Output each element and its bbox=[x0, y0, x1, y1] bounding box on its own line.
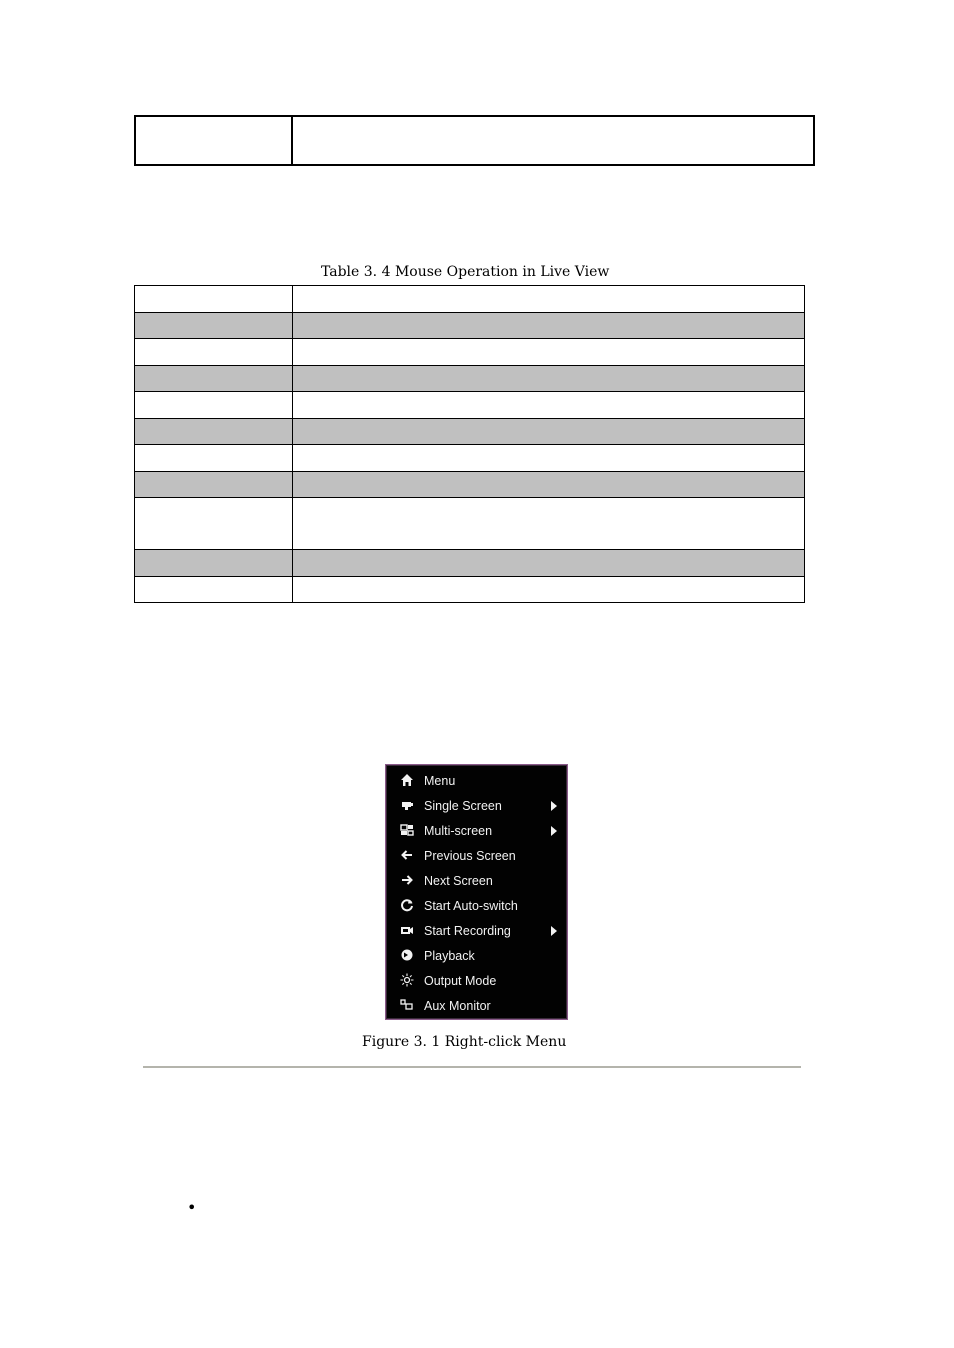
menu-item-label: Start Recording bbox=[424, 924, 511, 938]
previous-table-row bbox=[134, 115, 815, 166]
description-cell bbox=[293, 392, 805, 419]
horizontal-rule bbox=[143, 1066, 801, 1068]
operation-cell bbox=[135, 498, 293, 550]
submenu-arrow-icon bbox=[551, 800, 557, 814]
operation-cell bbox=[135, 339, 293, 366]
menu-item-label: Start Auto-switch bbox=[424, 899, 518, 913]
mouse-operation-table bbox=[134, 285, 805, 603]
table-row bbox=[135, 418, 805, 445]
description-cell bbox=[293, 576, 805, 603]
menu-item-single-screen[interactable] bbox=[386, 793, 567, 818]
description-cell bbox=[293, 286, 805, 313]
table-row bbox=[135, 392, 805, 419]
multi-screen-icon bbox=[400, 823, 414, 837]
menu-item-next-screen[interactable] bbox=[386, 868, 567, 893]
description-cell bbox=[293, 498, 805, 550]
menu-item-playback[interactable] bbox=[386, 943, 567, 968]
description-cell bbox=[293, 418, 805, 445]
description-cell bbox=[293, 471, 805, 498]
menu-item-output-mode[interactable] bbox=[386, 968, 567, 993]
menu-item-start-recording[interactable] bbox=[386, 918, 567, 943]
table-row bbox=[135, 498, 805, 550]
bullet-point: • bbox=[187, 1198, 197, 1217]
table-caption: Table 3. 4 Mouse Operation in Live View bbox=[321, 264, 610, 280]
playback-icon bbox=[400, 948, 414, 962]
operation-cell bbox=[135, 312, 293, 339]
operation-cell bbox=[135, 445, 293, 472]
menu-item-label: Single Screen bbox=[424, 799, 502, 813]
submenu-arrow-icon bbox=[551, 825, 557, 839]
table-row bbox=[135, 471, 805, 498]
table-row bbox=[135, 286, 805, 313]
menu-item-label: Previous Screen bbox=[424, 849, 516, 863]
operation-cell bbox=[135, 471, 293, 498]
refresh-icon bbox=[400, 898, 414, 912]
right-click-menu bbox=[385, 764, 568, 1020]
camera-icon bbox=[400, 798, 414, 812]
menu-item-label: Next Screen bbox=[424, 874, 493, 888]
table-row bbox=[135, 550, 805, 577]
table-row bbox=[135, 445, 805, 472]
menu-item-label: Output Mode bbox=[424, 974, 497, 988]
arrow-right-icon bbox=[400, 873, 414, 887]
operation-cell bbox=[135, 418, 293, 445]
figure-caption: Figure 3. 1 Right-click Menu bbox=[362, 1034, 567, 1050]
menu-item-multi-screen[interactable] bbox=[386, 818, 567, 843]
description-cell bbox=[293, 312, 805, 339]
menu-item-label: Playback bbox=[424, 949, 475, 963]
table-row bbox=[135, 339, 805, 366]
description-cell bbox=[293, 445, 805, 472]
description-cell bbox=[293, 365, 805, 392]
menu-item-menu[interactable] bbox=[386, 768, 567, 793]
menu-item-label: Multi-screen bbox=[424, 824, 493, 838]
arrow-left-icon bbox=[400, 848, 414, 862]
operation-cell bbox=[135, 576, 293, 603]
operation-cell bbox=[135, 392, 293, 419]
menu-item-start-auto-switch[interactable] bbox=[386, 893, 567, 918]
home-icon bbox=[400, 773, 414, 787]
column-divider bbox=[291, 117, 293, 164]
operation-cell bbox=[135, 550, 293, 577]
menu-item-aux-monitor[interactable] bbox=[386, 993, 567, 1018]
record-icon bbox=[400, 923, 414, 937]
operation-cell bbox=[135, 286, 293, 313]
menu-item-previous-screen[interactable] bbox=[386, 843, 567, 868]
menu-item-label: Aux Monitor bbox=[424, 999, 491, 1013]
table-row bbox=[135, 365, 805, 392]
table-row bbox=[135, 312, 805, 339]
sun-icon bbox=[400, 973, 414, 987]
table-row bbox=[135, 576, 805, 603]
menu-item-label: Menu bbox=[424, 774, 456, 788]
description-cell bbox=[293, 339, 805, 366]
operation-cell bbox=[135, 365, 293, 392]
aux-monitor-icon bbox=[400, 998, 414, 1012]
description-cell bbox=[293, 550, 805, 577]
submenu-arrow-icon bbox=[551, 925, 557, 939]
